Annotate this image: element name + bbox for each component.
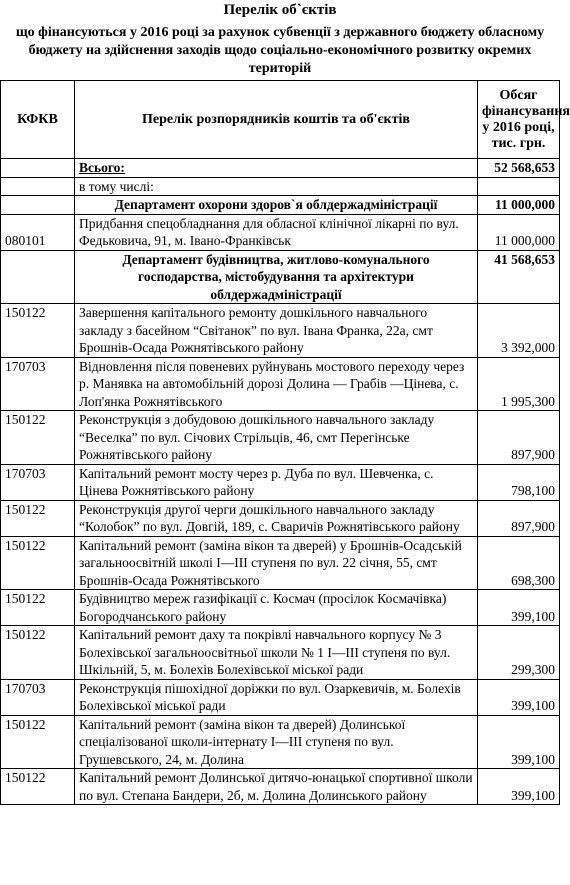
- row-name: Відновлення після повеневих руйнувань мостового переходу через р. Манявка на автомобільній дорозі Долина — Грабів —Цінева, с. Лоп'янка Рожнятівського: [75, 357, 478, 411]
- row-amount: 798,100: [478, 464, 560, 500]
- row-name: Капітальний ремонт (заміна вікон та дверей) Долинської спеціалізованої школи-інтернату I—III ступеня по вул. Грушевського, 24, м. Долина: [75, 715, 478, 769]
- row-amount: 399,100: [478, 769, 560, 805]
- document-title: Перелік об`єктів: [223, 2, 337, 18]
- table-row: [1, 590, 560, 626]
- row-amount: 1 995,300: [478, 357, 560, 411]
- row-name: Капітальний ремонт мосту через р. Дуба по вул. Шевченка, с. Цінева Рожнятівського району: [75, 464, 478, 500]
- row-name: Капітальний ремонт Долинської дитячо-юнацької спортивної школи по вул. Степана Бандери, 2б, м. Долина Долинського району: [75, 769, 478, 805]
- header-code: КФКВ: [1, 81, 75, 159]
- document-subtitle: що фінансуються у 2016 році за рахунок субвенції з державного бюджету обласному бюджету на здійснення заходів щодо соціально-економічного розвитку окремих територій: [15, 25, 545, 76]
- table-row: [1, 679, 560, 715]
- total-amount: 52 568,653: [478, 159, 560, 178]
- total-row: [1, 159, 560, 178]
- row-code: 080101: [1, 214, 75, 250]
- including-label: в тому числі:: [75, 177, 478, 196]
- table-row: [1, 464, 560, 500]
- row-name: Реконструкція пішохідної доріжки по вул. Озаркевичів, м. Болехів Болехівської міської ради: [75, 679, 478, 715]
- row-code: 150122: [1, 769, 75, 805]
- table-row: [1, 357, 560, 411]
- table-row: [1, 214, 560, 250]
- table-row: [1, 626, 560, 680]
- dept2-name: Департамент будівництва, житлово-комунального господарства, містобудування та архітектури облдержадміністрації: [75, 250, 478, 304]
- table-row: [1, 500, 560, 536]
- dept1-amount: 11 000,000: [478, 196, 560, 215]
- row-amount: 399,100: [478, 715, 560, 769]
- row-code: 150122: [1, 536, 75, 590]
- table-row: [1, 715, 560, 769]
- row-amount: 897,900: [478, 500, 560, 536]
- row-amount: 3 392,000: [478, 304, 560, 358]
- header-name: Перелік розпорядників коштів та об'єктів: [75, 81, 478, 159]
- row-name: Капітальний ремонт даху та покрівлі навчального корпусу № 3 Болехівської загальноосвітньої школи № 1 I—III ступеня по вул. Шкільній, 5, м. Болехів Болехівської міської ради: [75, 626, 478, 680]
- row-name: Капітальний ремонт (заміна вікон та дверей) у Брошнів-Осадській загальноосвітній школі I—III ступеня по вул. 22 січня, 55, смт Брошнів-Осада Рожнятівського: [75, 536, 478, 590]
- table-row: [1, 304, 560, 358]
- table-header-row: [1, 81, 560, 159]
- table-row: [1, 769, 560, 805]
- row-code: 170703: [1, 464, 75, 500]
- row-code: 150122: [1, 411, 75, 465]
- row-code: 150122: [1, 715, 75, 769]
- row-amount: 11 000,000: [478, 214, 560, 250]
- row-name: Придбання спецобладнання для обласної клінічної лікарні по вул. Федьковича, 91, м. Івано-Франківськ: [75, 214, 478, 250]
- header-amount: Обсяг фінансування у 2016 році, тис. грн.: [478, 81, 560, 159]
- row-name: Реконструкція з добудовою дошкільного навчального закладу “Веселка” по вул. Січових Стрільців, 46, смт Перегінське Рожнятівського району: [75, 411, 478, 465]
- row-code: 170703: [1, 357, 75, 411]
- row-name: Реконструкція другої черги дошкільного навчального закладу “Колобок” по вул. Довгій, 189, с. Сваричів Рожнятівського району: [75, 500, 478, 536]
- dept2-row: [1, 250, 560, 304]
- row-code: 150122: [1, 500, 75, 536]
- table-row: [1, 536, 560, 590]
- table-row: [1, 411, 560, 465]
- row-amount: 897,900: [478, 411, 560, 465]
- including-row: [1, 177, 560, 196]
- row-amount: 399,100: [478, 590, 560, 626]
- objects-table: [0, 80, 570, 805]
- dept1-row: [1, 196, 560, 215]
- dept2-amount: 41 568,653: [478, 250, 560, 304]
- row-code: 150122: [1, 626, 75, 680]
- row-code: 150122: [1, 304, 75, 358]
- row-code: 170703: [1, 679, 75, 715]
- row-name: Завершення капітального ремонту дошкільного навчального закладу з басейном “Світанок” по вул. Івана Франка, 22а, смт Брошнів-Осада Рожнятівського району: [75, 304, 478, 358]
- total-label: Всього:: [75, 159, 478, 178]
- row-amount: 399,100: [478, 679, 560, 715]
- row-amount: 698,300: [478, 536, 560, 590]
- dept1-name: Департамент охорони здоров`я облдержадміністрації: [75, 196, 478, 215]
- row-code: 150122: [1, 590, 75, 626]
- row-name: Будівництво мереж газифікації с. Космач (просілок Космачівка) Богородчанського району: [75, 590, 478, 626]
- row-amount: 299,300: [478, 626, 560, 680]
